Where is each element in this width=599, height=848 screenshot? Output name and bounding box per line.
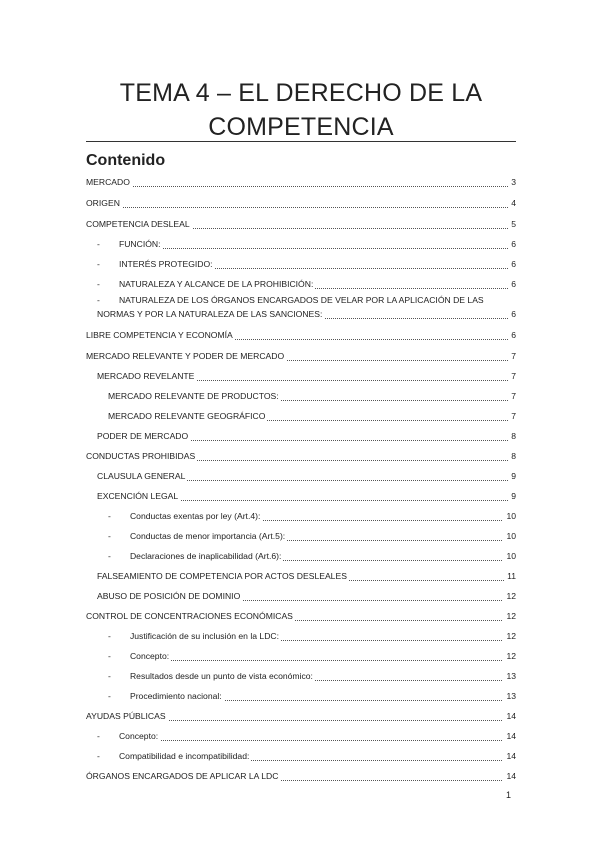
toc-entry-conductas-prohibidas[interactable] [86, 449, 516, 461]
toc-entry-text: MERCADO RELEVANTE DE PRODUCTOS: [108, 391, 279, 401]
toc-entry-origen[interactable] [86, 196, 516, 208]
document-title-line-1: TEMA 4 – EL DERECHO DE LA [119, 79, 483, 107]
toc-entry-conductas-exentas[interactable] [108, 509, 516, 521]
toc-entry-procedimiento-nacional[interactable] [108, 689, 516, 701]
toc-entry-text: AYUDAS PÚBLICAS [86, 711, 166, 721]
toc-entry-competencia-desleal[interactable] [86, 217, 516, 229]
toc-entry-text: PODER DE MERCADO [97, 431, 189, 441]
toc-entry-control-concentraciones[interactable] [86, 609, 516, 621]
toc-entry-text: - Resultados desde un punto de vista económico: [108, 671, 313, 681]
toc-entry-page: 11 [504, 571, 516, 582]
toc-entry-leader [97, 307, 516, 319]
toc-entry-text-line-2: NORMAS Y POR LA NATURALEZA DE LAS SANCIONES: [97, 309, 323, 319]
toc-entry-concepto-ayudas[interactable] [97, 729, 516, 741]
toc-entry-page: 6 [508, 259, 516, 270]
title-underline [86, 141, 516, 142]
toc-entry-page: 7 [508, 371, 516, 382]
toc-entry-text: FALSEAMIENTO DE COMPETENCIA POR ACTOS DESLEALES [97, 571, 347, 581]
toc-entry-page: 14 [503, 711, 516, 722]
document-title-line-2: COMPETENCIA [208, 113, 394, 141]
toc-entry-text: - Concepto: [108, 651, 170, 661]
toc-entry-page: 12 [503, 631, 516, 642]
toc-entry-page: 7 [508, 411, 516, 422]
toc-entry-text: - Concepto: [97, 731, 159, 741]
toc-entry-text: - Compatibilidad e incompatibilidad: [97, 751, 250, 761]
toc-entry-page: 12 [503, 651, 516, 662]
toc-entry-text: LIBRE COMPETENCIA Y ECONOMÍA [86, 330, 233, 340]
toc-entry-page: 4 [508, 198, 516, 209]
toc-entry-falseamiento-competencia[interactable] [97, 569, 516, 581]
toc-entry-page: 9 [508, 491, 516, 502]
toc-entry-page: 10 [503, 531, 516, 542]
toc-entry-interes-protegido[interactable] [97, 257, 516, 269]
toc-entry-page: 14 [503, 771, 516, 782]
toc-entry-page: 10 [503, 511, 516, 522]
toc-entry-text: MERCADO REVELANTE [97, 371, 195, 381]
toc-entry-mercado-relevante-poder[interactable] [86, 349, 516, 361]
toc-entry-text: - INTERÉS PROTEGIDO: [97, 259, 213, 269]
toc-entry-text: MERCADO RELEVANTE Y PODER DE MERCADO [86, 351, 285, 361]
toc-entry-text: - FUNCIÓN: [97, 239, 161, 249]
toc-entry-page: 14 [503, 751, 516, 762]
toc-entry-page: 3 [508, 177, 516, 188]
toc-entry-abuso-posicion[interactable] [97, 589, 516, 601]
toc-entry-page: 9 [508, 471, 516, 482]
toc-entry-page: 8 [508, 451, 516, 462]
toc-entry-text: COMPETENCIA DESLEAL [86, 219, 190, 229]
toc-entry-text: - Conductas de menor importancia (Art.5): [108, 531, 286, 541]
toc-entry-page: 6 [508, 330, 516, 341]
toc-entry-page: 5 [508, 219, 516, 230]
toc-entry-declaraciones-inaplicabilidad[interactable] [108, 549, 516, 561]
toc-entry-page: 7 [508, 351, 516, 362]
toc-entry-mercado-revelante[interactable] [97, 369, 516, 381]
toc-entry-page: 6 [508, 309, 516, 320]
toc-entry-text: EXCENCIÓN LEGAL [97, 491, 179, 501]
toc-entry-libre-competencia[interactable] [86, 328, 516, 340]
toc-entry-text: CONDUCTAS PROHIBIDAS [86, 451, 196, 461]
toc-entry-text: ÓRGANOS ENCARGADOS DE APLICAR LA LDC [86, 771, 279, 781]
toc-entry-text: - Procedimiento nacional: [108, 691, 222, 701]
toc-entry-poder-de-mercado[interactable] [97, 429, 516, 441]
contents-heading: Contenido [86, 152, 166, 169]
toc-entry-conductas-menor-importancia[interactable] [108, 529, 516, 541]
page-number: 1 [506, 790, 512, 800]
toc-entry-text-line-1: - NATURALEZA DE LOS ÓRGANOS ENCARGADOS DE VELAR POR LA APLICACIÓN DE LAS [97, 295, 484, 305]
toc-entry-page: 7 [508, 391, 516, 402]
toc-entry-page: 6 [508, 239, 516, 250]
toc-entry-naturaleza-alcance[interactable] [97, 277, 516, 289]
toc-entry-text: MERCADO RELEVANTE GEOGRÁFICO [108, 411, 266, 421]
toc-entry-text: CONTROL DE CONCENTRACIONES ECONÓMICAS [86, 611, 293, 621]
toc-entry-mercado-relevante-geografico[interactable] [108, 409, 516, 421]
toc-entry-ayudas-publicas[interactable] [86, 709, 516, 721]
toc-entry-page: 12 [503, 591, 516, 602]
toc-entry-mercado[interactable] [86, 175, 516, 187]
toc-entry-page: 8 [508, 431, 516, 442]
toc-entry-text: - Conductas exentas por ley (Art.4): [108, 511, 261, 521]
toc-entry-text: MERCADO [86, 177, 130, 187]
toc-entry-page: 10 [503, 551, 516, 562]
toc-entry-text: CLAUSULA GENERAL [97, 471, 186, 481]
toc-entry-page: 14 [503, 731, 516, 742]
toc-entry-page: 13 [503, 671, 516, 682]
toc-entry-text: - Declaraciones de inaplicabilidad (Art.6): [108, 551, 282, 561]
toc-entry-excencion-legal[interactable] [97, 489, 516, 501]
toc-entry-naturaleza-organos[interactable] [97, 295, 516, 319]
toc-entry-concepto-control[interactable] [108, 649, 516, 661]
toc-entry-page: 6 [508, 279, 516, 290]
document-title [86, 76, 516, 144]
toc-entry-mercado-relevante-productos[interactable] [108, 389, 516, 401]
toc-entry-page: 13 [503, 691, 516, 702]
toc-entry-compatibilidad[interactable] [97, 749, 516, 761]
toc-entry-clausula-general[interactable] [97, 469, 516, 481]
toc-entry-resultados-economico[interactable] [108, 669, 516, 681]
toc-entry-page: 12 [503, 611, 516, 622]
toc-entry-text: - Justificación de su inclusión en la LDC: [108, 631, 279, 641]
toc-entry-text: ORIGEN [86, 198, 120, 208]
toc-entry-text: ABUSO DE POSICIÓN DE DOMINIO [97, 591, 241, 601]
toc-entry-justificacion-inclusion[interactable] [108, 629, 516, 641]
toc-entry-funcion[interactable] [97, 237, 516, 249]
toc-entry-organos-encargados[interactable] [86, 769, 516, 781]
toc-entry-text: - NATURALEZA Y ALCANCE DE LA PROHIBICIÓN: [97, 279, 314, 289]
